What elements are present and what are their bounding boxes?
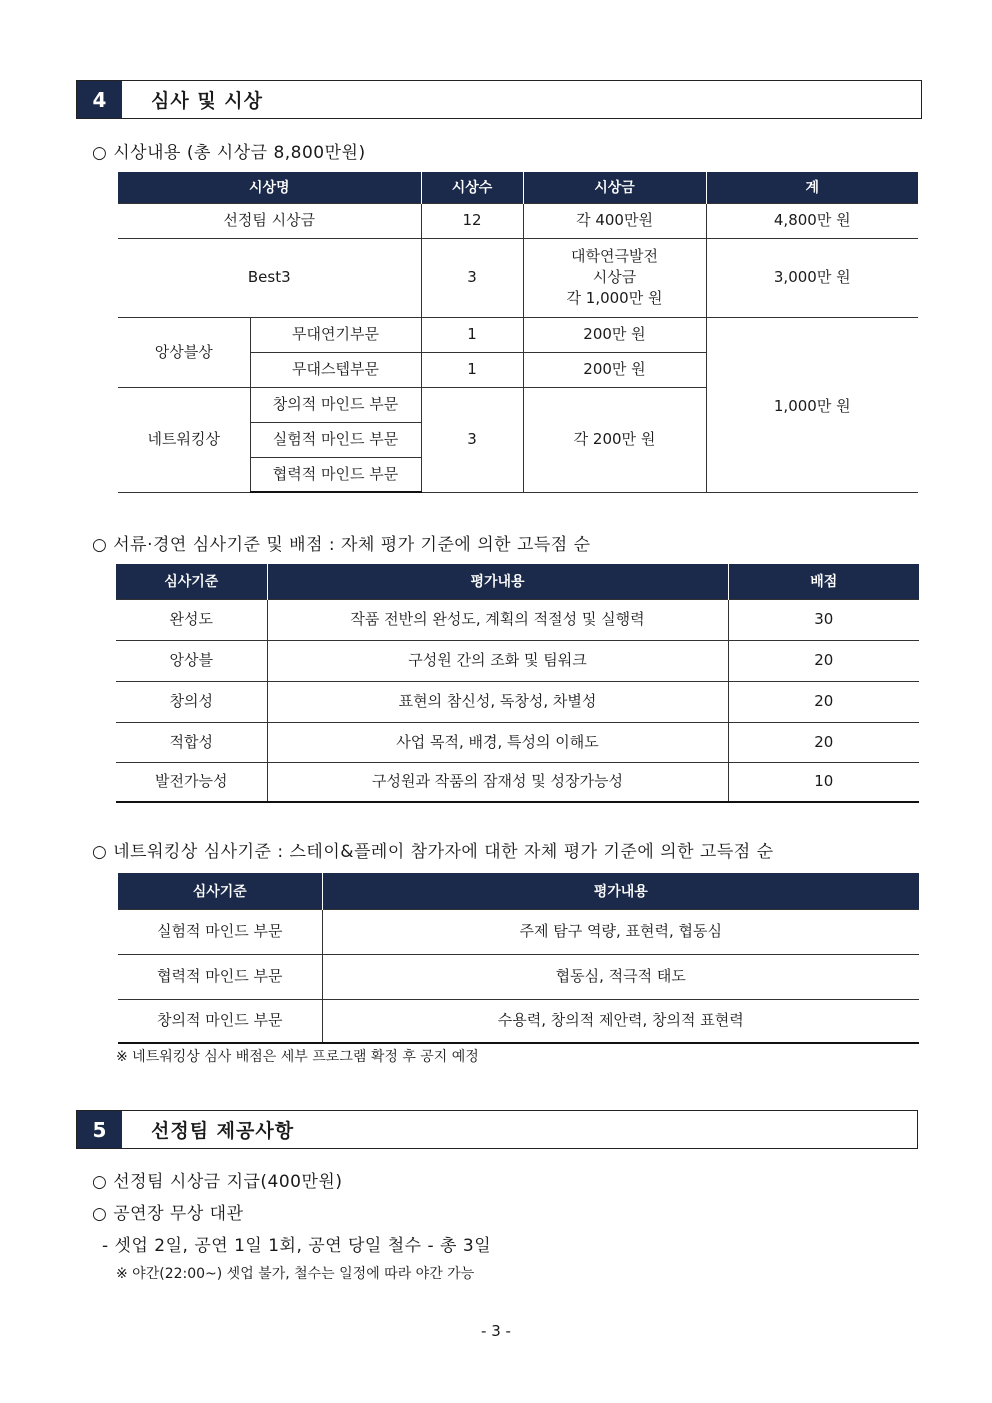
criteria-cell: 실험적 마인드 부문 <box>118 909 322 954</box>
award-amount-line: 시상금 <box>592 268 637 286</box>
score-cell: 20 <box>728 681 919 722</box>
header-evaluation: 평가내용 <box>267 564 728 599</box>
award-total: 3,000만 원 <box>706 238 918 317</box>
section-title: 선정팀 제공사항 <box>151 1120 295 1142</box>
award-subcategory: 무대연기부문 <box>250 317 421 352</box>
section-number: 4 <box>77 81 122 118</box>
evaluation-cell: 작품 전반의 완성도, 계획의 적절성 및 실행력 <box>267 599 728 640</box>
award-count: 3 <box>421 238 523 317</box>
header-award-count: 시상수 <box>421 172 523 203</box>
header-award-total: 계 <box>706 172 918 203</box>
award-count: 3 <box>421 387 523 492</box>
evaluation-cell: 구성원 간의 조화 및 팀워크 <box>267 640 728 681</box>
networking-criteria-table <box>118 873 919 1044</box>
provision-detail: - 셋업 2일, 공연 1일 1회, 공연 당일 철수 - 총 3일 <box>102 1236 492 1256</box>
table-row <box>116 681 919 722</box>
evaluation-cell: 구성원과 작품의 잠재성 및 성장가능성 <box>267 762 728 802</box>
award-amount: 각 200만 원 <box>523 387 706 492</box>
header-criteria: 심사기준 <box>118 873 322 909</box>
score-cell: 30 <box>728 599 919 640</box>
evaluation-cell: 사업 목적, 배경, 특성의 이해도 <box>267 722 728 762</box>
table-row <box>118 317 918 352</box>
award-amount: 200만 원 <box>523 317 706 352</box>
header-award-amount: 시상금 <box>523 172 706 203</box>
award-count: 1 <box>421 317 523 352</box>
score-cell: 20 <box>728 722 919 762</box>
evaluation-cell: 표현의 참신성, 독창성, 차별성 <box>267 681 728 722</box>
provision-bullet: ○ 공연장 무상 대관 <box>92 1204 244 1224</box>
criteria-cell: 창의성 <box>116 681 267 722</box>
table-row <box>116 722 919 762</box>
award-amount-line: 각 1,000만 원 <box>566 289 663 307</box>
table-row <box>118 238 918 317</box>
award-name: Best3 <box>118 238 421 317</box>
table-row <box>118 999 919 1043</box>
table-row <box>116 640 919 681</box>
table-row <box>118 203 918 238</box>
evaluation-cell: 주제 탐구 역량, 표현력, 협동심 <box>322 909 919 954</box>
networking-note: ※ 네트워킹상 심사 배점은 세부 프로그램 확정 후 공지 예정 <box>116 1049 479 1065</box>
page-number: - 3 - <box>481 1322 511 1340</box>
award-name: 네트워킹상 <box>118 387 250 492</box>
award-total: 1,000만 원 <box>706 317 918 492</box>
award-count: 1 <box>421 352 523 387</box>
evaluation-cell: 수용력, 창의적 제안력, 창의적 표현력 <box>322 999 919 1043</box>
criteria-intro: ○ 서류·경연 심사기준 및 배점 : 자체 평가 기준에 의한 고득점 순 <box>92 535 591 555</box>
header-score: 배점 <box>728 564 919 599</box>
award-name: 앙상블상 <box>118 317 250 387</box>
criteria-cell: 창의적 마인드 부문 <box>118 999 322 1043</box>
award-subcategory: 실험적 마인드 부문 <box>250 422 421 457</box>
award-intro: ○ 시상내용 (총 시상금 8,800만원) <box>92 143 366 163</box>
section-4-header <box>76 80 922 119</box>
table-row <box>116 599 919 640</box>
criteria-cell: 적합성 <box>116 722 267 762</box>
criteria-cell: 완성도 <box>116 599 267 640</box>
score-cell: 20 <box>728 640 919 681</box>
award-count: 12 <box>421 203 523 238</box>
award-subcategory: 무대스텝부문 <box>250 352 421 387</box>
provision-note: ※ 야간(22:00~) 셋업 불가, 철수는 일정에 따라 야간 가능 <box>116 1266 475 1282</box>
networking-intro: ○ 네트워킹상 심사기준 : 스테이&플레이 참가자에 대한 자체 평가 기준에 의한 고득점 순 <box>92 842 774 862</box>
criteria-cell: 협력적 마인드 부문 <box>118 954 322 999</box>
table-row <box>118 909 919 954</box>
award-table <box>118 172 918 493</box>
award-amount: 각 400만원 <box>523 203 706 238</box>
header-criteria: 심사기준 <box>116 564 267 599</box>
award-subcategory: 창의적 마인드 부문 <box>250 387 421 422</box>
criteria-cell: 앙상블 <box>116 640 267 681</box>
section-5-header <box>76 1110 918 1149</box>
award-total: 4,800만 원 <box>706 203 918 238</box>
evaluation-cell: 협동심, 적극적 태도 <box>322 954 919 999</box>
section-number: 5 <box>77 1111 122 1148</box>
award-subcategory: 협력적 마인드 부문 <box>250 457 421 492</box>
provision-bullet: ○ 선정팀 시상금 지급(400만원) <box>92 1172 343 1192</box>
score-cell: 10 <box>728 762 919 802</box>
award-amount-line: 대학연극발전 <box>571 247 658 265</box>
header-award-name: 시상명 <box>118 172 421 203</box>
header-evaluation: 평가내용 <box>322 873 919 909</box>
award-name: 선정팀 시상금 <box>118 203 421 238</box>
table-row <box>118 954 919 999</box>
criteria-cell: 발전가능성 <box>116 762 267 802</box>
award-amount-multiline <box>523 238 706 317</box>
section-title: 심사 및 시상 <box>151 90 263 112</box>
award-amount: 200만 원 <box>523 352 706 387</box>
criteria-table <box>116 564 919 803</box>
table-row <box>116 762 919 802</box>
